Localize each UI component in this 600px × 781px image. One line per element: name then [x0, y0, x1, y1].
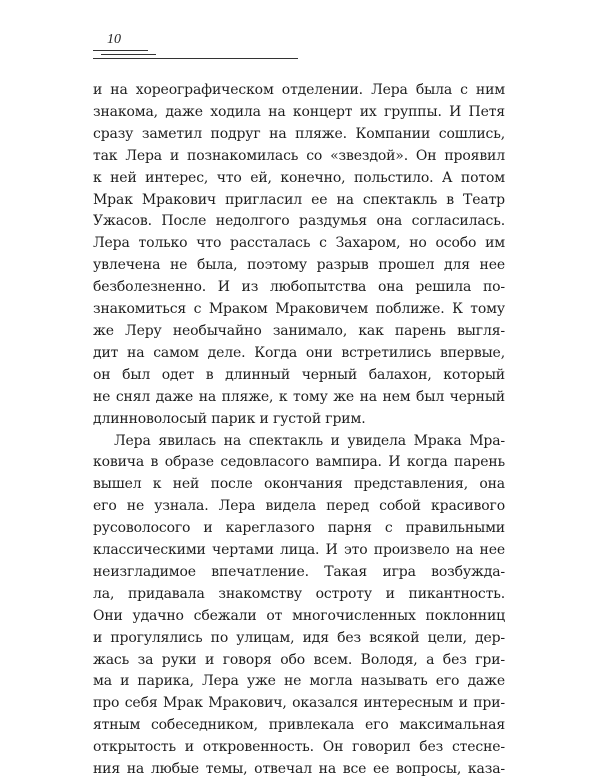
- text-line: знакомиться с Мраком Мраковичем поближе. К тому: [93, 301, 505, 318]
- text-line: его не узнала. Лера видела перед собой красивого: [93, 498, 505, 515]
- text-line: вышел к ней после окончания представления, она: [93, 476, 505, 493]
- text-line: неизгладимое впечатление. Такая игра возбужда-: [93, 563, 505, 580]
- text-line: ма и парика, Лера уже не могла называть его даже: [93, 673, 505, 690]
- text-line: он был одет в длинный черный балахон, который: [93, 366, 505, 383]
- text-line: сразу заметил подруг на пляже. Компании сошлись,: [93, 125, 505, 142]
- text-line: знакома, даже ходила на концерт их группы. И Петя: [93, 103, 505, 120]
- header-rule-long: [93, 58, 298, 59]
- text-line: ла, придавала знакомству остроту и пикантность.: [93, 585, 505, 602]
- text-line: русоволосого и кареглазого парня с правильными: [93, 520, 505, 537]
- text-line: к ней интерес, что ей, конечно, польстило. А потом: [93, 169, 505, 186]
- header-rule-short-2: [101, 54, 156, 55]
- text-line: и на хореографическом отделении. Лера была с ним: [93, 82, 505, 98]
- text-line: же Леру необычайно занимало, как парень выгля-: [93, 322, 505, 339]
- text-line: Ужасов. После недолгого раздумья она согласилась.: [93, 213, 505, 230]
- text-line: Лера только что рассталась с Захаром, но особо им: [93, 235, 505, 252]
- text-line: дит на самом деле. Когда они встретились впервые,: [93, 344, 505, 361]
- text-line: ния на любые темы, отвечал на все ее вопросы, каза-: [93, 761, 505, 778]
- page-header: [93, 30, 298, 70]
- text-line: открытость и откровенность. Он говорил без стесне-: [93, 739, 505, 756]
- text-line: про себя Мрак Мракович, оказался интересным и при-: [93, 695, 505, 712]
- text-line: длинноволосый парик и густой грим.: [93, 410, 366, 427]
- text-line: ковича в образе седовласого вампира. И когда парень: [93, 454, 505, 471]
- text-line: классическими чертами лица. И это произвело на нее: [93, 542, 505, 559]
- text-line: так Лера и познакомилась со «звездой». Он проявил: [93, 147, 505, 164]
- text-line: Они удачно сбежали от многочисленных поклонниц: [93, 607, 505, 624]
- text-line: ятным собеседником, привлекала его максимальная: [93, 717, 505, 734]
- text-line: и прогулялись по улицам, идя без всякой цели, дер-: [93, 629, 505, 646]
- header-rule-short-1: [93, 50, 148, 51]
- body-text: [93, 80, 505, 781]
- text-line: жась за руки и говоря обо всем. Володя, а без гри-: [93, 651, 505, 668]
- text-line: не снял даже на пляже, к тому же на нем был черный: [93, 388, 505, 405]
- page-number: 10: [107, 32, 121, 47]
- text-line: Мрак Мракович пригласил ее на спектакль в Театр: [93, 191, 505, 208]
- text-line: увлечена не была, поэтому разрыв прошел для нее: [93, 257, 505, 274]
- text-line: Лера явилась на спектакль и увидела Мрака Мра-: [114, 432, 505, 449]
- text-line: безболезненно. И из любопытства она решила по-: [93, 279, 505, 296]
